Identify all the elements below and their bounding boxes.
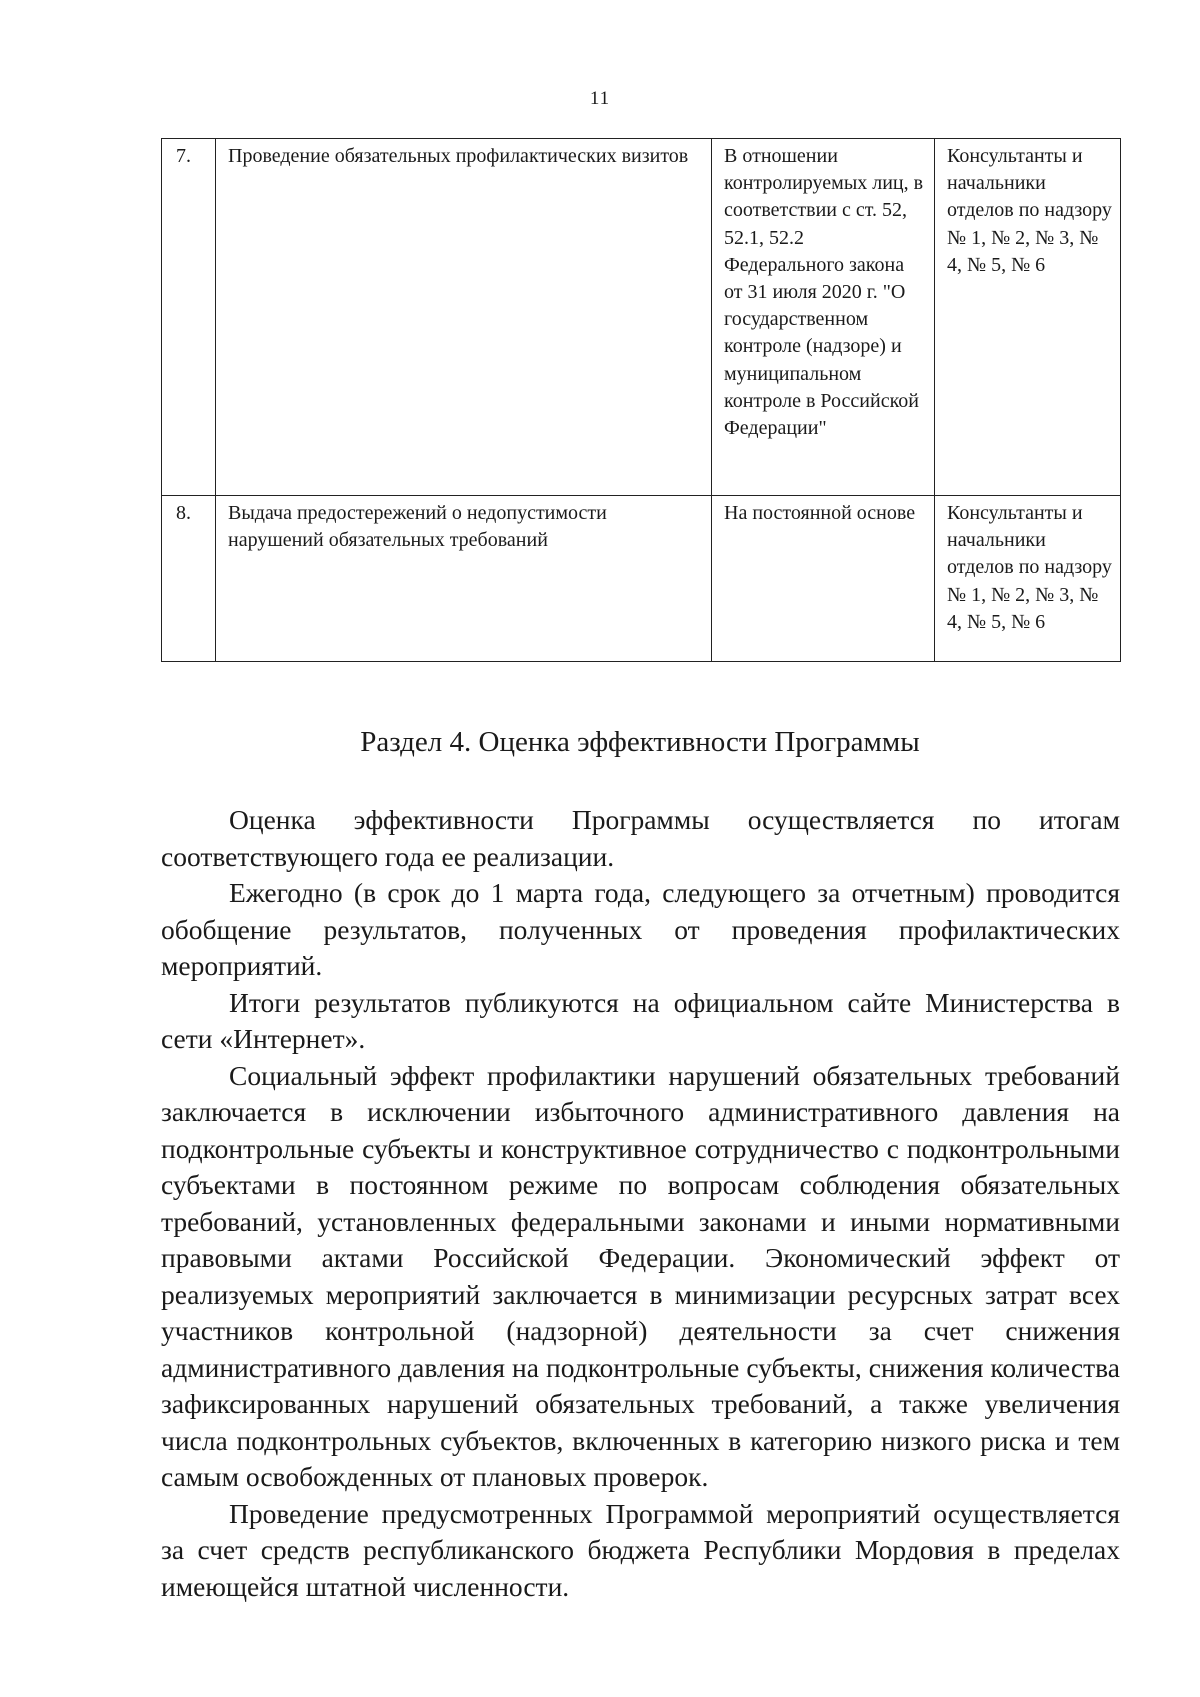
paragraph: Социальный эффект профилактики нарушений обязательных требований заключается в исключении избыточного административного давления на подконтрольные субъекты и конструктивное сотрудничество с подконтрольными субъектами в постоянном режиме по вопросам соблюдения обязательных требований, установленных федеральными законами и иными нормативными правовыми актами Российской Федерации. Экономический эффект от реализуемых мероприятий заключается в минимизации ресурсных затрат всех участников контрольной (надзорной) деятельности за счет снижения административного давления на подконтрольные субъекты, снижения количества зафиксированных нарушений обязательных требований, а также увеличения числа подконтрольных субъектов, включенных в категорию низкого риска и тем самым освобожденных от плановых проверок. bbox=[161, 1059, 1120, 1492]
responsible-cell: Консультанты и начальники отделов по надзору № 1, № 2, № 3, № 4, № 5, № 6 bbox=[935, 139, 1121, 496]
timing-cell: В отношении контролируемых лиц, в соответствии с ст. 52, 52.1, 52.2 Федерального закона от 31 июля 2020 г. "О государственном контроле (надзоре) и муниципальном контроле в Российской Федерации" bbox=[712, 139, 935, 496]
responsible-cell: Консультанты и начальники отделов по надзору № 1, № 2, № 3, № 4, № 5, № 6 bbox=[935, 496, 1121, 662]
table-row bbox=[162, 496, 1121, 662]
section-body bbox=[161, 802, 1120, 1605]
measure-cell: Выдача предостережений о недопустимости нарушений обязательных требований bbox=[216, 496, 712, 662]
page-number: 11 bbox=[589, 88, 611, 109]
section-heading: Раздел 4. Оценка эффективности Программы bbox=[360, 726, 920, 758]
paragraph: Итоги результатов публикуются на официальном сайте Министерства в сети «Интернет». bbox=[161, 986, 1120, 1054]
row-number: 8. bbox=[162, 496, 216, 662]
timing-cell: На постоянной основе bbox=[712, 496, 935, 662]
paragraph: Ежегодно (в срок до 1 марта года, следующего за отчетным) проводится обобщение результатов, полученных от проведения профилактических мероприятий. bbox=[161, 877, 1120, 981]
row-number: 7. bbox=[162, 139, 216, 496]
paragraph: Проведение предусмотренных Программой мероприятий осуществляется за счет средств республиканского бюджета Республики Мордовия в пределах имеющейся штатной численности. bbox=[161, 1497, 1120, 1602]
table-row bbox=[162, 139, 1121, 496]
measures-table bbox=[161, 138, 1121, 662]
measure-cell: Проведение обязательных профилактических визитов bbox=[216, 139, 712, 496]
paragraph: Оценка эффективности Программы осуществляется по итогам соответствующего года ее реализации. bbox=[161, 804, 1120, 872]
